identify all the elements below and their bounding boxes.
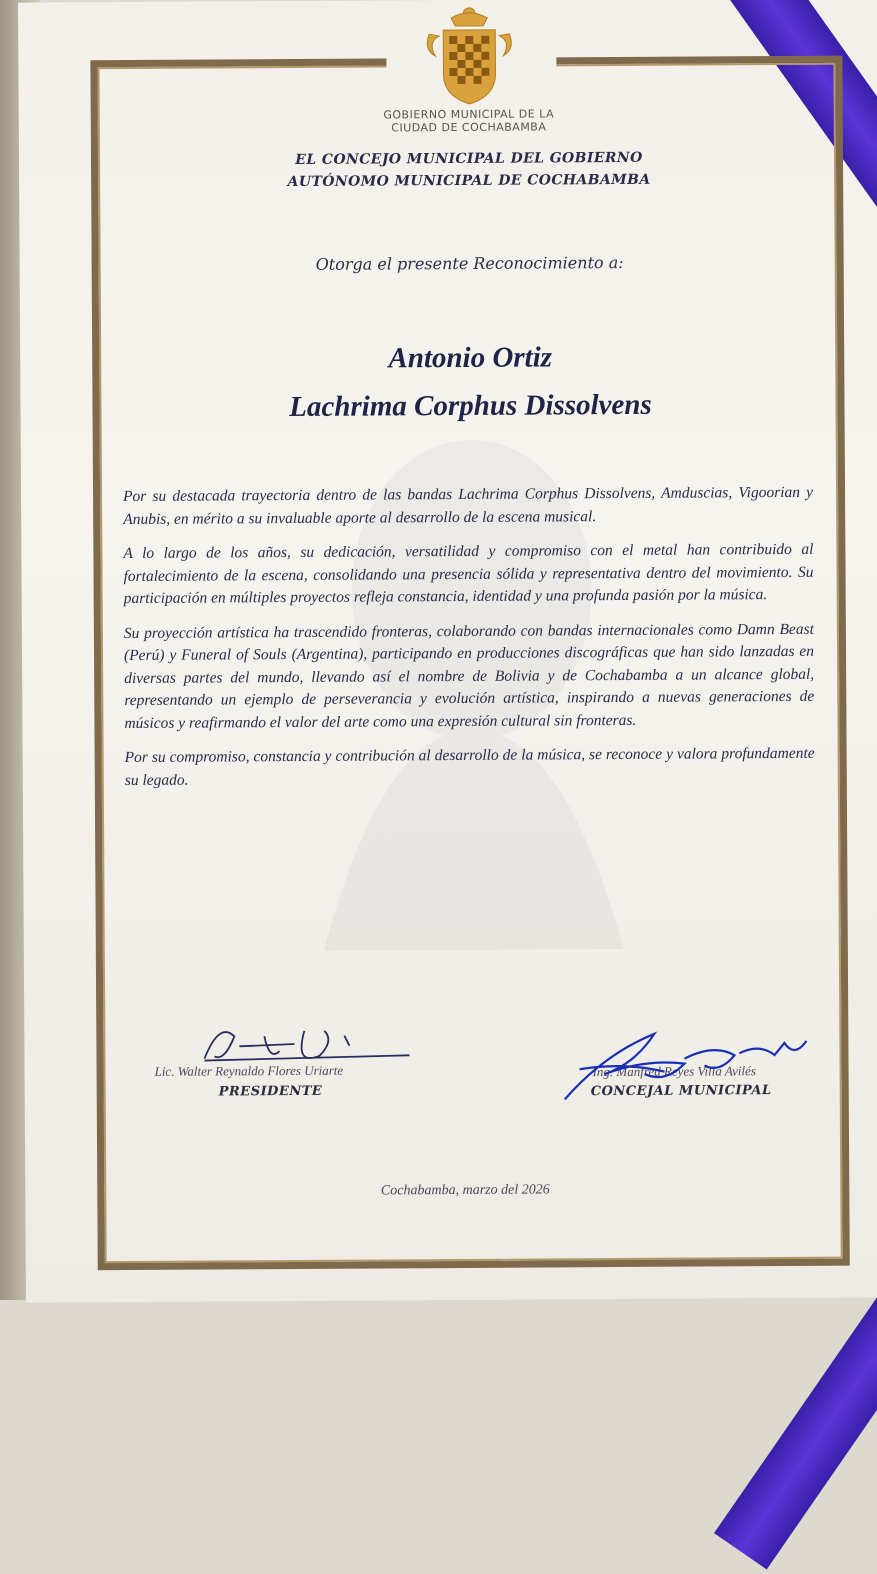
municipality-line-1: GOBIERNO MUNICIPAL DE LA (383, 107, 555, 122)
intro-text: Otorga el presente Reconocimiento a: (315, 252, 624, 274)
municipality-line-2: CIUDAD DE COCHABAMBA (391, 120, 547, 135)
honoree-name: Antonio Ortiz (388, 341, 553, 375)
signature-block-left (144, 1015, 425, 1107)
signature-right-scribble (544, 1013, 825, 1115)
issuer-line-2: AUTÓNOMO MUNICIPAL DE COCHABAMBA (287, 171, 651, 191)
municipality-name (319, 107, 619, 135)
body-paragraph-2: A lo largo de los años, su dedicación, versatilidad y compromiso con el metal han contribuido al fortalecimiento de la escena, consolidando una presencia sólida y representativa dentro del movimiento. Su participación en múltiples proyectos refleja constancia, identidad y una profunda pasión por la música. (123, 540, 814, 608)
signer-left-role: PRESIDENTE (218, 1083, 323, 1100)
certificate-body (123, 482, 815, 804)
signer-right-name: Ing. Manfred Reyes Villa Avilés (592, 1063, 756, 1080)
certificate-paper (18, 0, 877, 1303)
coat-of-arms-icon (421, 4, 518, 109)
place-date: Cochabamba, marzo del 2026 (380, 1182, 550, 1199)
honoree-block (170, 332, 771, 432)
body-paragraph-3: Su proyección artística ha trascendido fronteras, colaborando con bandas internacionales como Damn Beast (Perú) y Funeral of Souls (Argentina), participando en producciones discográficas que han sido lanzadas en diversas partes del mundo, llevando así el nombre de Bolivia y de Cochabamba a un alcance global, representando un ejemplo de perseverancia y evolución artística, inspirando a nuevas generaciones de músicos y reafirmando el valor del arte como una expresión cultural sin fronteras. (123, 620, 815, 732)
honoree-band: Lachrima Corphus Dissolvens (289, 388, 652, 424)
body-paragraph-1: Por su destacada trayectoria dentro de las bandas Lachrima Corphus Dissolvens, Amduscias, Vigoorian y Anubis, en mérito a su invaluable aporte al desarrollo de la escena musical. (123, 483, 814, 528)
signature-block-right (544, 1013, 825, 1115)
issuer-heading (219, 146, 719, 193)
signer-left-name: Lic. Walter Reynaldo Flores Uriarte (154, 1062, 344, 1079)
issuer-line-1: EL CONCEJO MUNICIPAL DEL GOBIERNO (295, 149, 643, 168)
signer-right-role: CONCEJAL MUNICIPAL (590, 1083, 772, 1100)
body-paragraph-4: Por su compromiso, constancia y contribución al desarrollo de la música, se reconoce y valora profundamente su legado. (124, 744, 815, 789)
